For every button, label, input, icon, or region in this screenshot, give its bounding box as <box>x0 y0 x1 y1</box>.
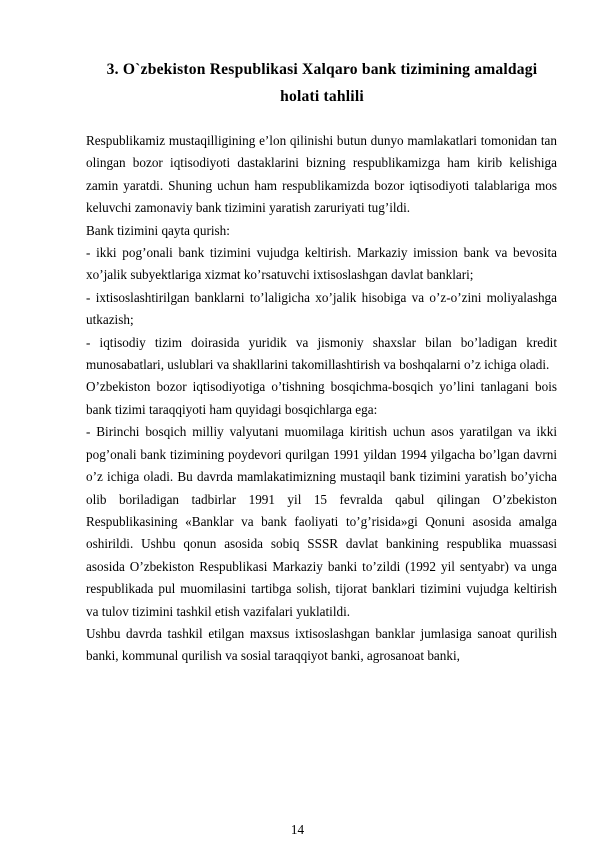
intro-paragraph: Respublikamiz mustaqilligining e’lon qilinishi butun dunyo mamlakatlari tomonidan tan olingan bozor iqtisodiyoti dastaklarini bizning respublikamizga ham kirib kelishiga zamin yaratdi. Shuning uchun ham respublikamizda bozor iqtisodiyoti talablariga mos keluvchi zamonaviy bank tizimini yaratish zaruriyati tug’ildi. <box>86 133 557 216</box>
list-item-self-financing: - ixtisoslashtirilgan banklarni to’laligicha xo’jalik hisobiga va o’z-o’zini moliyalashga utkazish; <box>86 289 557 328</box>
page-number: 14 <box>290 822 305 837</box>
list-item-credit-relations: - iqtisodiy tizim doirasida yuridik va jismoniy shaxslar bilan bo’ladigan kredit munosabatlari, uslublari va shakllarini takomillashtirish va boshqalarni o’z ichiga oladi. <box>86 334 557 373</box>
stages-intro-paragraph: O’zbekiston bozor iqtisodiyotiga o’tishning bosqichma-bosqich yo’lini tanlagani bois bank tizimi taraqqiyoti ham quyidagi bosqichlarga ega: <box>86 379 557 417</box>
page-title <box>86 56 558 110</box>
body-text <box>86 130 557 668</box>
specialized-banks-paragraph: Ushbu davrda tashkil etilgan maxsus ixtisoslashgan banklar jumlasiga sanoat qurilish banki, kommunal qurilish va sosial taraqqiyot banki, agrosanoat banki, <box>86 625 557 664</box>
page-title-line-2: holati tahlili <box>280 88 364 105</box>
restructuring-heading: Bank tizimini qayta qurish: <box>86 222 230 238</box>
list-item-two-tier-system: - ikki pog’onali bank tizimini vujudga keltirish. Markaziy imission bank va bevosita xo’jalik subyektlariga xizmat ko’rsatuvchi ixtisoslashgan davlat banklari; <box>86 245 557 283</box>
first-stage-paragraph: - Birinchi bosqich milliy valyutani muomilaga kiritish uchun asos yaratilgan va ikki pog’onali bank tizimining poydevori qurilgan 1991 yildan 1994 yilgacha bo’lgan davrni o’z ichiga oladi. Bu davrda mamlakatimizning mustaqil bank tizimini yaratish bo’yicha olib boriladigan tadbirlar 1991 yil 15 fevralda qabul qilingan O’zbekiston Respublikasining «Banklar va bank faoliyati to’g’risida»gi Qonuni asosida amalga oshirildi. Ushbu qonun asosida sobiq SSSR davlat bankining respublika muassasi asosida O’zbekiston Respublikasi Markaziy banki to’zildi (1992 yil sentyabr) va unga respublikada pul muomilasini tartibga solish, tijorat banklari tizimini vujudga keltirish va tulov tizimini tashkil etish vazifalari yuklatildi. <box>86 424 557 619</box>
page-title-line-1: 3. O`zbekiston Respublikasi Xalqaro bank tizimining amaldagi <box>106 61 538 78</box>
